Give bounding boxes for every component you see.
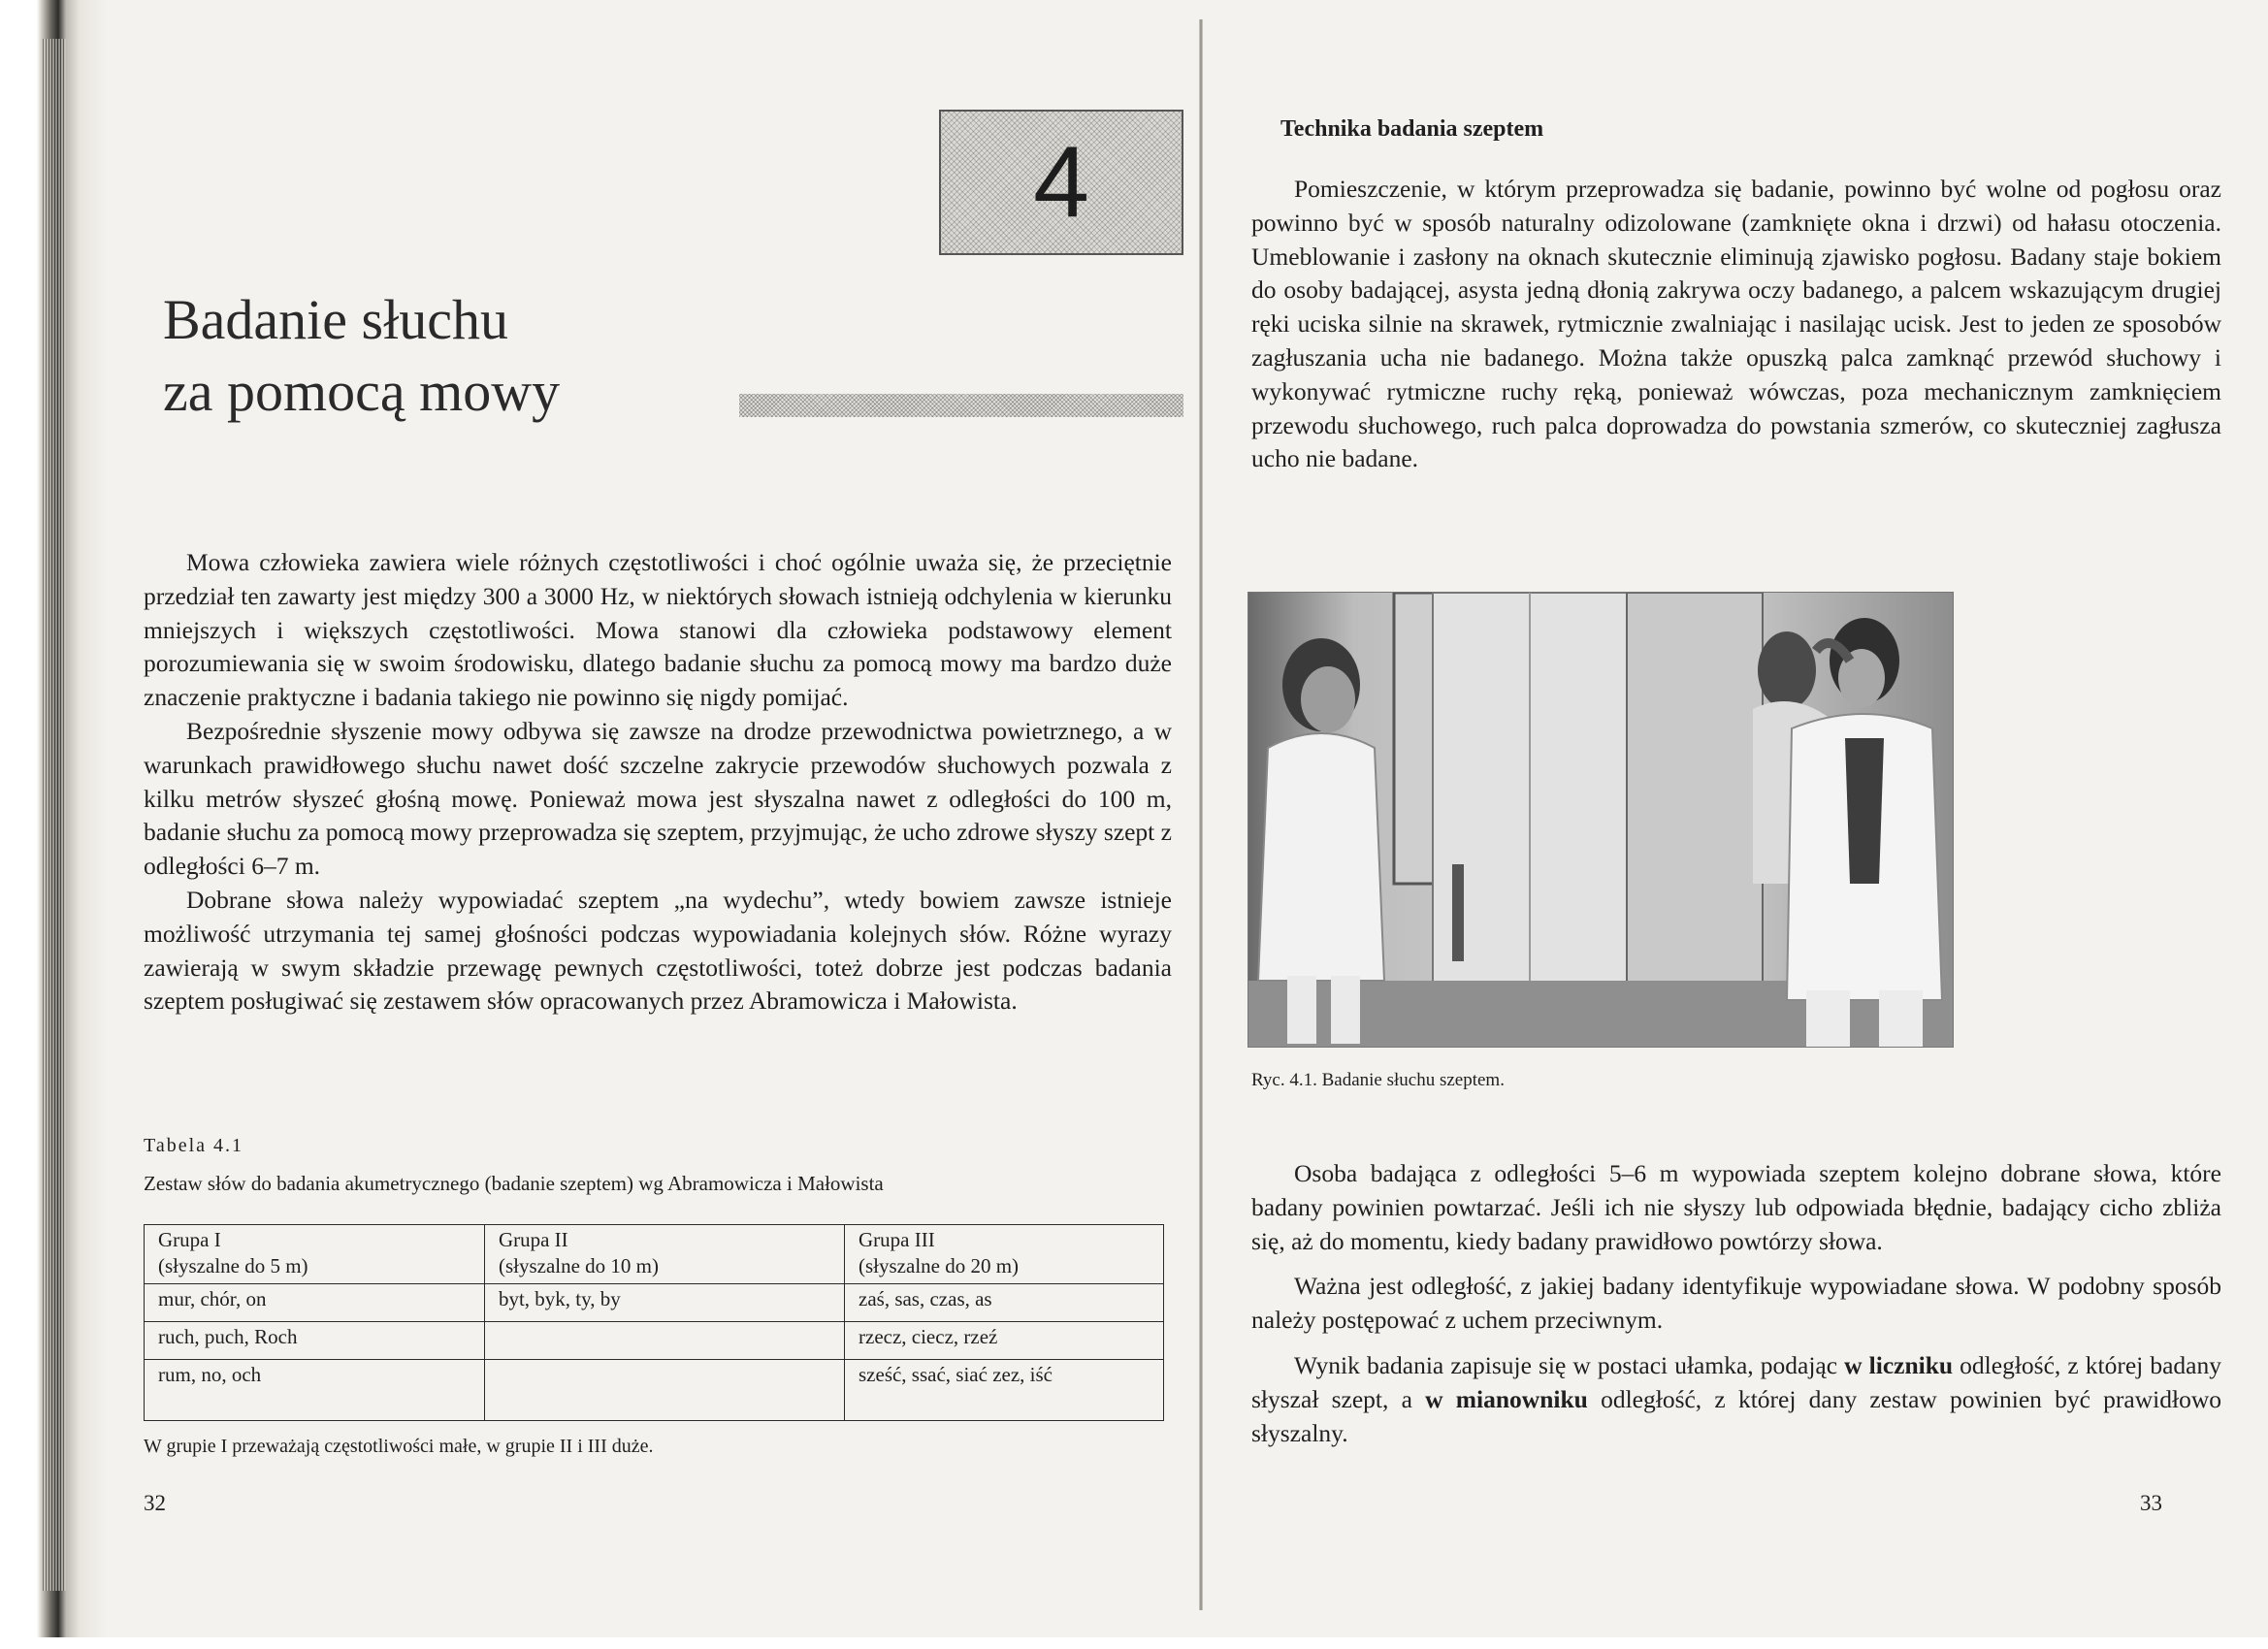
group-range: (słyszalne do 5 m) xyxy=(158,1254,308,1277)
table-row xyxy=(145,1360,1164,1421)
chapter-title-line-2: za pomocą mowy xyxy=(163,360,561,423)
table-cell: rzecz, ciecz, rzeź xyxy=(845,1322,1164,1360)
title-decorative-rule xyxy=(739,394,1183,417)
table-header-row xyxy=(145,1225,1164,1284)
table-cell: rum, no, och xyxy=(145,1360,485,1421)
word-list-table xyxy=(144,1224,1164,1421)
left-page-body xyxy=(144,546,1172,1018)
page-number-left: 32 xyxy=(144,1491,166,1515)
chapter-number-box xyxy=(939,110,1183,255)
group-name: Grupa I xyxy=(158,1228,221,1251)
scan-border xyxy=(0,1637,2268,1649)
bold-term: w mianowniku xyxy=(1425,1384,1588,1413)
paragraph: Pomieszczenie, w którym przeprowadza się badanie, powinno być wolne od pogłosu oraz powinno być w sposób naturalny odizolowane (zamknięte okna i drzwi) od hałasu otoczenia. Umeblowanie i zasłony na oknach skutecznie eliminują zjawisko pogłosu. Badany staje bokiem do osoby badającej, asysta jedną dłonią zakrywa oczy badanego, a palcem wskazującym drugiej ręki uciska silnie na skrawek, rytmicznie zwalniając i nasilając ucisk. Jest to jeden ze sposobów zagłuszania ucha nie badanego. Można także opuszką palca zamknąć przewód słuchowy i wykonywać rytmiczne ruchy ręką, ponieważ wówczas, poza mechanicznym zamknięciem przewodu słuchowego, ruch palca doprowadza do powstania szmerów, co skuteczniej zagłusza ucho nie badane. xyxy=(1251,175,2221,473)
text-run: odległość, z której dany zestaw powinien być prawidłowo słyszalny. xyxy=(1251,1384,2221,1447)
table-label: Tabela 4.1 xyxy=(144,1135,244,1156)
paragraph xyxy=(1251,1349,2221,1450)
bold-term: w liczniku xyxy=(1844,1350,1954,1379)
chapter-number: 4 xyxy=(1033,126,1089,239)
table-header-cell xyxy=(845,1225,1164,1284)
page-number-right: 33 xyxy=(2140,1491,2162,1515)
table-cell: ruch, puch, Roch xyxy=(145,1322,485,1360)
table-header-cell xyxy=(484,1225,844,1284)
table-cell xyxy=(484,1360,844,1421)
paragraph: Bezpośrednie słyszenie mowy odbywa się zawsze na drodze przewodnictwa powietrznego, a w warunkach prawidłowego słuchu nawet dość szczelne zakrycie przewodów słuchowych pozwala z kilku metrów słyszeć głośną mowę. Ponieważ mowa jest słyszalna nawet z odległości do 100 m, badanie słuchu za pomocą mowy przeprowadza się szeptem, przyjmując, że ucho zdrowe słyszy szept z odległości 6–7 m. xyxy=(144,716,1172,881)
chapter-title-line-1: Badanie słuchu xyxy=(163,288,508,351)
paragraph: Ważna jest odległość, z jakiej badany identyfikuje wypowiadane słowa. W podobny sposób należy postępować z uchem przeciwnym. xyxy=(1251,1272,2221,1335)
table-cell: byt, byk, ty, by xyxy=(484,1284,844,1322)
text-run: odległość, z której badany słyszał szept, a xyxy=(1251,1350,2221,1413)
table-footnote: W grupie I przeważają częstotliwości małe, w grupie II i III duże. xyxy=(144,1436,654,1457)
photo-illustration xyxy=(1248,593,1953,1047)
paragraph: Osoba badająca z odległości 5–6 m wypowiada szeptem kolejno dobrane słowa, które badany powinien powtarzać. Jeśli ich nie słyszy lub odpowiada błędnie, badający cicho zbliża się, aż do momentu, kiedy badany prawidłowo powtórzy słowa. xyxy=(1251,1159,2221,1255)
group-name: Grupa III xyxy=(859,1228,935,1251)
right-page-body-top xyxy=(1251,173,2221,476)
table-cell: sześć, ssać, siać zez, iść xyxy=(845,1360,1164,1421)
book-page-edges xyxy=(0,0,107,1649)
table-cell: mur, chór, on xyxy=(145,1284,485,1322)
figure-caption: Ryc. 4.1. Badanie słuchu szeptem. xyxy=(1251,1070,1505,1090)
table-cell: zaś, sas, czas, as xyxy=(845,1284,1164,1322)
group-range: (słyszalne do 10 m) xyxy=(498,1254,659,1277)
text-run: Wynik badania zapisuje się w postaci ułamka, podając xyxy=(1294,1350,1845,1379)
table-caption: Zestaw słów do badania akumetrycznego (badanie szeptem) wg Abramowicza i Małowista xyxy=(144,1172,884,1195)
chapter-title xyxy=(163,284,745,428)
paragraph: Dobrane słowa należy wypowiadać szeptem „na wydechu”, wtedy bowiem zawsze istnieje możliwość utrzymania tej samej głośności podczas wypowiadania kolejnych słów. Różne wyrazy zawierają w swym składzie przewagę pewnych częstotliwości, toteż dobrze jest podczas badania szeptem posługiwać się zestawem słów opracowanych przez Abramowicza i Małowista. xyxy=(144,885,1172,1016)
section-heading: Technika badania szeptem xyxy=(1280,116,1544,142)
group-range: (słyszalne do 20 m) xyxy=(859,1254,1020,1277)
table-row xyxy=(145,1322,1164,1360)
figure-photo xyxy=(1247,592,1954,1048)
table-header-cell xyxy=(145,1225,485,1284)
group-name: Grupa II xyxy=(498,1228,568,1251)
paragraph: Mowa człowieka zawiera wiele różnych częstotliwości i choć ogólnie uważa się, że przeciętnie przedział ten zawarty jest między 300 a 3000 Hz, w niektórych słowach istnieją odchylenia w kierunku mniejszych i większych częstotliwości. Mowa stanowi dla człowieka podstawowy element porozumiewania się w swoim środowisku, dlatego badanie słuchu za pomocą mowy ma bardzo duże znaczenie praktyczne i badania takiego nie powinno się nigdy pomijać. xyxy=(144,548,1172,712)
right-page-body-bottom xyxy=(1251,1157,2221,1462)
table-cell xyxy=(484,1322,844,1360)
table-row xyxy=(145,1284,1164,1322)
